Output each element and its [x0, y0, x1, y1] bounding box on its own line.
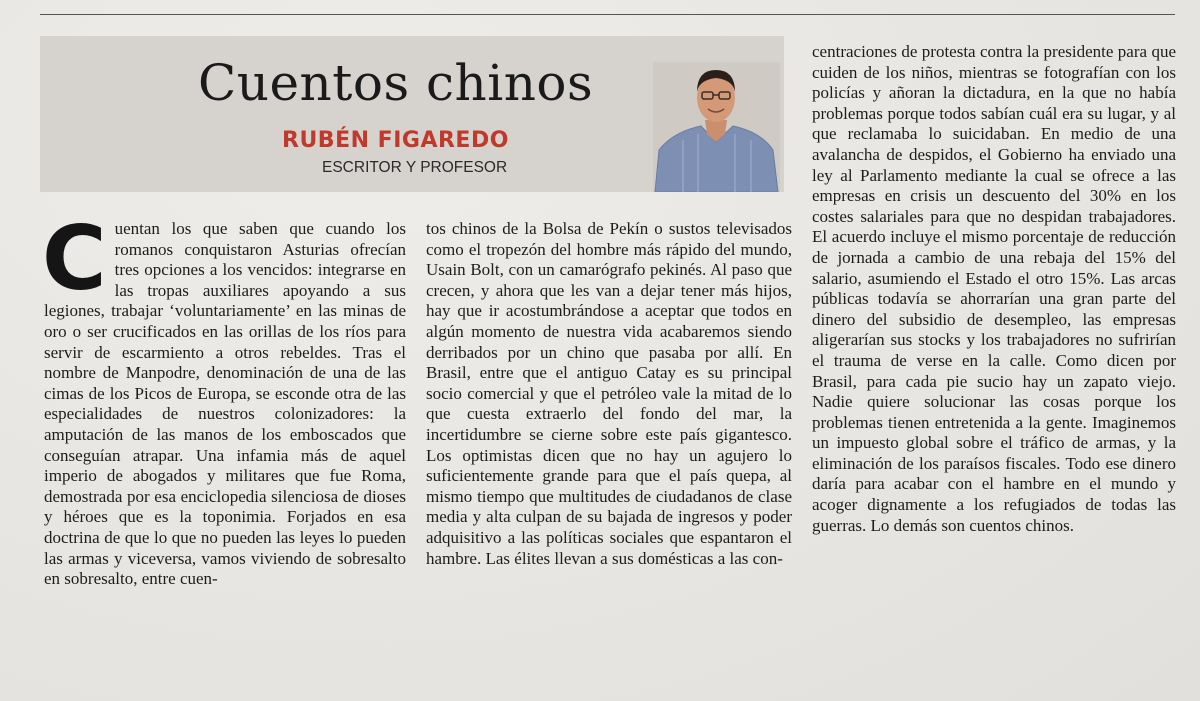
column-1-text: uentan los que saben que cuando los romanos conquistaron Asturias ofrecían tres opciones a los vencidos: integrarse en las tropas auxiliares apoyando a sus legiones, trabajar ‘voluntariamente’ en las minas de oro o ser crucificados en las orillas de los ríos para servir de escarmiento a otros rebeldes. Tras el nombre de Manpodre, denominación de una de las cimas de los Picos de Europa, se esconde otra de las especialidades de nuestros colonizadores: la amputación de las manos de los emboscados que conseguían atrapar. Una infamia más de aquel imperio de abogados y militares que fue Roma, demostrada por esa enciclopedia silenciosa de dioses y héroes que es la toponimia. Forjados en esa doctrina de que lo que no pueden las leyes lo pueden las armas y viceversa, vamos viviendo de sobresalto en sobresalto, entre cuen-	[44, 219, 406, 589]
author-photo	[653, 62, 780, 192]
article-column-3	[812, 42, 1176, 536]
author-portrait-icon	[653, 62, 780, 192]
article-column-2	[426, 219, 792, 569]
column-3-text: centraciones de protesta contra la presidente para que cuiden de los niños, mientras se fotografían con los policías y añoran la dictadura, en la que no había problemas porque todos sabían cuál era su lugar, y al que reclamaba lo suicidaban. En medio de una avalancha de despidos, el Gobierno ha enviado una ley al Parlamento mediante la cual se ofrece a las empresas en crisis un descuento del 30% en los costes salariales para que no despidan trabajadores. El acuerdo incluye el mismo porcentaje de reducción de jornada a cambio de una rebaja del 15% del salario, asumiendo el Estado el otro 15%. Las arcas públicas todavía se ahorrarían una gran parte del dinero del subsidio de desempleo, las empresas aligerarían sus stocks y los trabajadores no sufrirían el trauma de verse en la calle. Como dicen por Brasil, para cada pie sucio hay un zapato viejo. Nadie quiere solucionar las cosas porque los problemas tienen entretenida a la gente. Imaginemos un impuesto global sobre el tráfico de armas, y la eliminación de los paraísos fiscales. Todo ese dinero daría para acabar con el hambre en el mundo y acoger dignamente a los refugiados de todas las guerras. Lo demás son cuentos chinos.	[812, 42, 1176, 535]
drop-cap: C	[42, 207, 107, 310]
author-role: ESCRITOR Y PROFESOR	[322, 159, 508, 176]
article-headline: Cuentos chinos	[198, 54, 594, 112]
column-2-text: tos chinos de la Bolsa de Pekín o sustos televisados como el tropezón del hombre más rápido del mundo, Usain Bolt, con un camarógrafo pekinés. Al paso que crecen, y ahora que les van a dejar tener más hijos, hay que ir acostumbrándose a aceptar que todos en algún momento de nuestra vida acabaremos siendo derribados por un chino que pasaba por allí. En Brasil, entre que el antiguo Catay es su principal socio comercial y que el petróleo vale la mitad de lo que cuesta extraerlo del fondo del mar, la incertidumbre se cierne sobre este país gigantesco. Los optimistas dicen que no hay un agujero lo suficientemente grande para que el país quepa, al mismo tiempo que multitudes de ciudadanos de clase media y alta culpan de su bajada de ingresos y poder adquisitivo a las políticas sociales que espantaron el hambre. Las élites llevan a sus domésticas a las con-	[426, 219, 792, 568]
top-rule	[40, 14, 1175, 15]
author-name: RUBÉN FIGAREDO	[282, 128, 509, 153]
article-column-1	[42, 207, 406, 590]
